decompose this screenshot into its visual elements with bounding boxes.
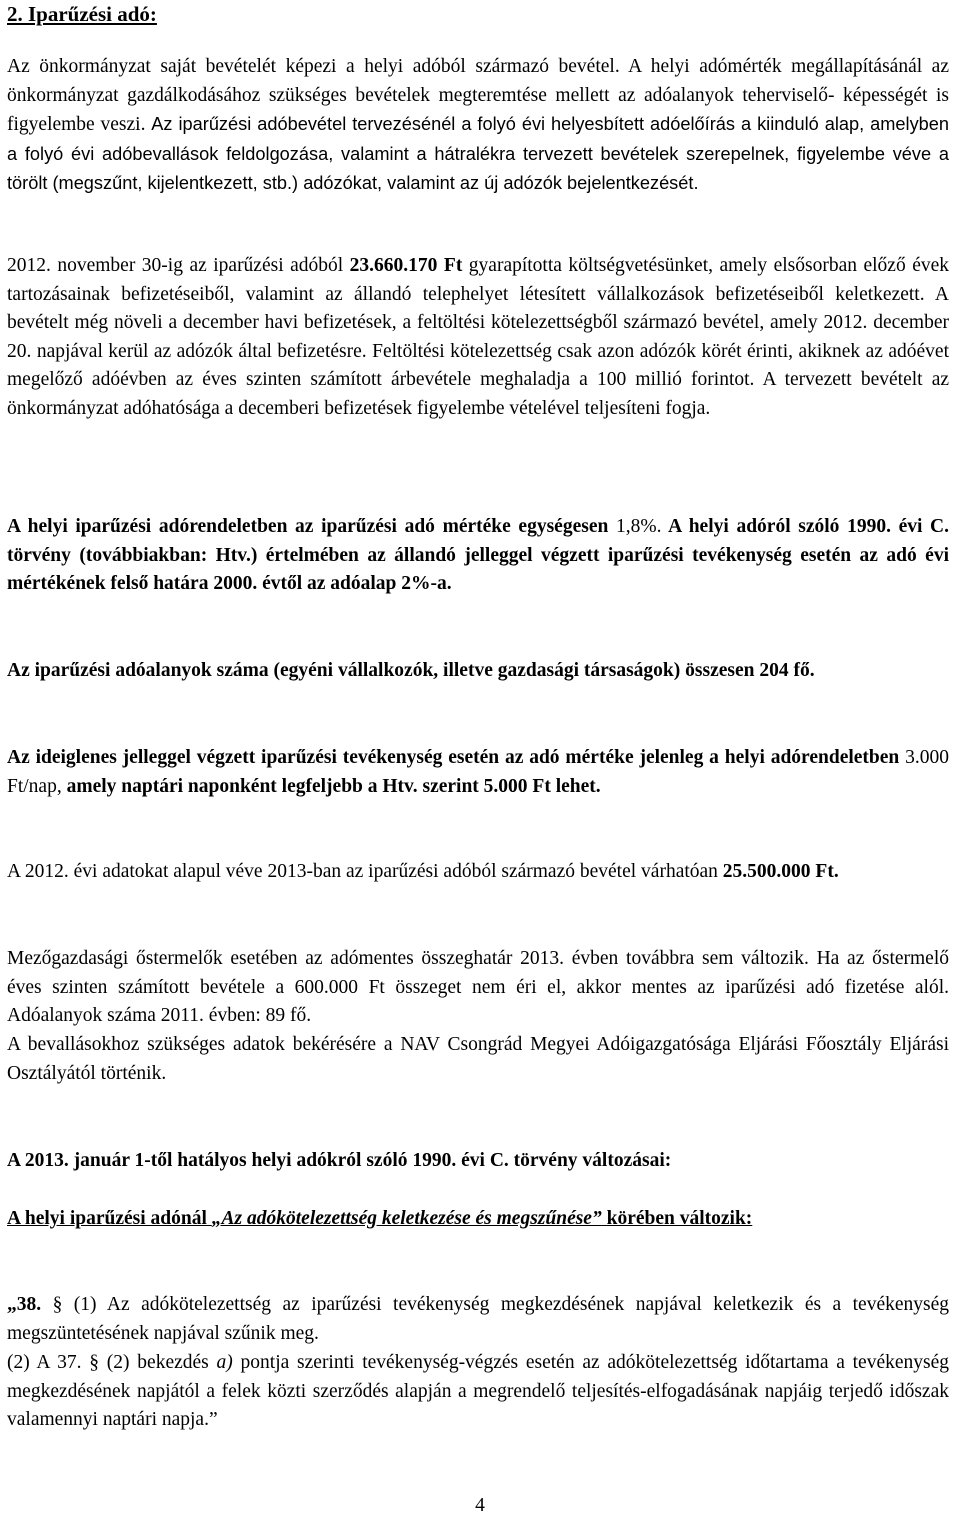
paragraph-tax-rate — [7, 513, 949, 599]
paragraph-expected-revenue — [7, 858, 949, 887]
intro-text-1: Az önkormányzat saját bevételét képezi a helyi adóból származó bevétel. A helyi adómérték megállapításánál az önkormányzat gazdálkodásához szükséges bevételek megteremtése mellett az adóalanyok teherviselő- képességét is figyelembe veszi. — [7, 56, 949, 136]
scope-title: „Az adókötelezettség keletkezése és megszűnése” — [211, 1208, 602, 1229]
revenue-text-2: A bevételt még növeli a december havi befizetések, a feltöltési kötelezettségből származó bevétel, amely 2012. december 20. napjával kerül az adózók által befizetésre. — [7, 283, 949, 362]
paragraph-changes-scope — [7, 1205, 949, 1234]
intro-text-2: Az iparűzési adóbevétel tervezésénél a folyó évi helyesbített adóelőírás a kiinduló alap, amelyben a folyó évi adóbevallások feldolgozása, valamint a hátralékra tervezett bevételek szerepelnek, figyelembe véve a törölt (megszűnt, kijelentkezett, stb.) adózókat, valamint az új adózók bejelentkezését. — [7, 114, 950, 194]
revenue-text-1: gyarapította költségvetésünket, amely elsősorban előző évek tartozásainak befizetéseiből, valamint az állandó telephelyet létesített vállalkozások befizetéseiből keletkezett. — [7, 255, 950, 305]
paragraph-declarations: A bevallásokhoz szükséges adatok bekérésére a NAV Csongrád Megyei Adóigazgatósága Eljárási Főosztály Eljárási Osztályától történik. — [7, 1034, 949, 1084]
tax-rate-text-1: A helyi iparűzési adórendeletben az iparűzési adó mértéke egységesen — [7, 516, 609, 537]
paragraph-section-38-2 — [7, 1349, 949, 1435]
expected-text: A 2012. évi adatokat alapul véve 2013-ban az iparűzési adóból származó bevétel várhatóan — [7, 861, 718, 882]
paragraph-law-changes: A 2013. január 1-től hatályos helyi adókról szóló 1990. évi C. törvény változásai: — [7, 1150, 672, 1171]
scope-text-2: körében változik: — [606, 1208, 753, 1229]
revenue-intro: 2012. november 30-ig az iparűzési adóból — [7, 255, 344, 276]
tax-rate-value: 1,8%. — [615, 516, 662, 537]
temporary-text-2: amely naptári naponként legfeljebb a Htv. szerint 5.000 Ft lehet. — [66, 775, 601, 797]
temporary-rate: 3.000 Ft/nap, — [7, 747, 950, 797]
page-number: 4 — [475, 1495, 485, 1516]
section-38-2-point: a) — [216, 1352, 233, 1373]
section-38-2-text-2: pontja szerinti tevékenység-végzés esetén az adókötelezettség időtartama a tevékenység megkezdésének napjától a felek közti szerződés alapján a megrendelő teljesítés-elfogadásának napjáig terjedő időszak valamennyi naptári napja.” — [7, 1352, 950, 1431]
section-38-2-text-1: (2) A 37. § (2) bekezdés — [7, 1352, 209, 1373]
paragraph-taxpayer-count: Az iparűzési adóalanyok száma (egyéni vállalkozók, illetve gazdasági társaságok) összesen 204 fő. — [7, 660, 815, 681]
paragraph-agricultural-producers: Mezőgazdasági őstermelők esetében az adómentes összeghatár 2013. évben továbbra sem változik. Ha az őstermelő éves szinten számított bevétele a 600.000 Ft összeget nem éri el, akkor mentes az iparűzési adó fizetése alól. Adóalanyok száma 2011. évben: 89 fő. — [7, 948, 949, 1027]
revenue-amount: 23.660.170 Ft — [349, 255, 463, 276]
paragraph-revenue-2012 — [7, 252, 949, 424]
section-heading: 2. Iparűzési adó: — [7, 2, 157, 26]
expected-amount: 25.500.000 Ft. — [722, 861, 839, 882]
revenue-text-3: Feltöltési kötelezettség csak azon adózók körét érinti, akiknek az adóévet megelőző adóévben az éves szinten számított árbevétele meghaladja a 100 millió forintot. A tervezett bevételt az önkormányzat adóhatósága a decemberi befizetések figyelembe vételével teljesíteni fogja. — [7, 340, 949, 419]
temporary-text-1: Az ideiglenes jelleggel végzett iparűzési tevékenység esetén az adó mértéke jelenleg a helyi adórendeletben — [7, 747, 900, 768]
paragraph-section-38-1 — [7, 1291, 949, 1348]
section-number: „38. — [7, 1294, 42, 1315]
section-38-1-text: § (1) Az adókötelezettség az iparűzési tevékenység megkezdésének napjával keletkezik és a tevékenység megszüntetésének napjával szűnik meg. — [7, 1294, 950, 1344]
tax-rate-text-2: A helyi adóról szóló 1990. évi C. törvény (továbbiakban: Htv.) értelmében az állandó jelleggel végzett iparűzési tevékenység esetén az adó évi mértékének felső határa 2000. évtől az adóalap 2%-a. — [7, 516, 950, 595]
paragraph-temporary-activity — [7, 744, 949, 801]
paragraph-intro — [7, 53, 949, 199]
scope-text-1: A helyi iparűzési adónál — [7, 1208, 207, 1229]
